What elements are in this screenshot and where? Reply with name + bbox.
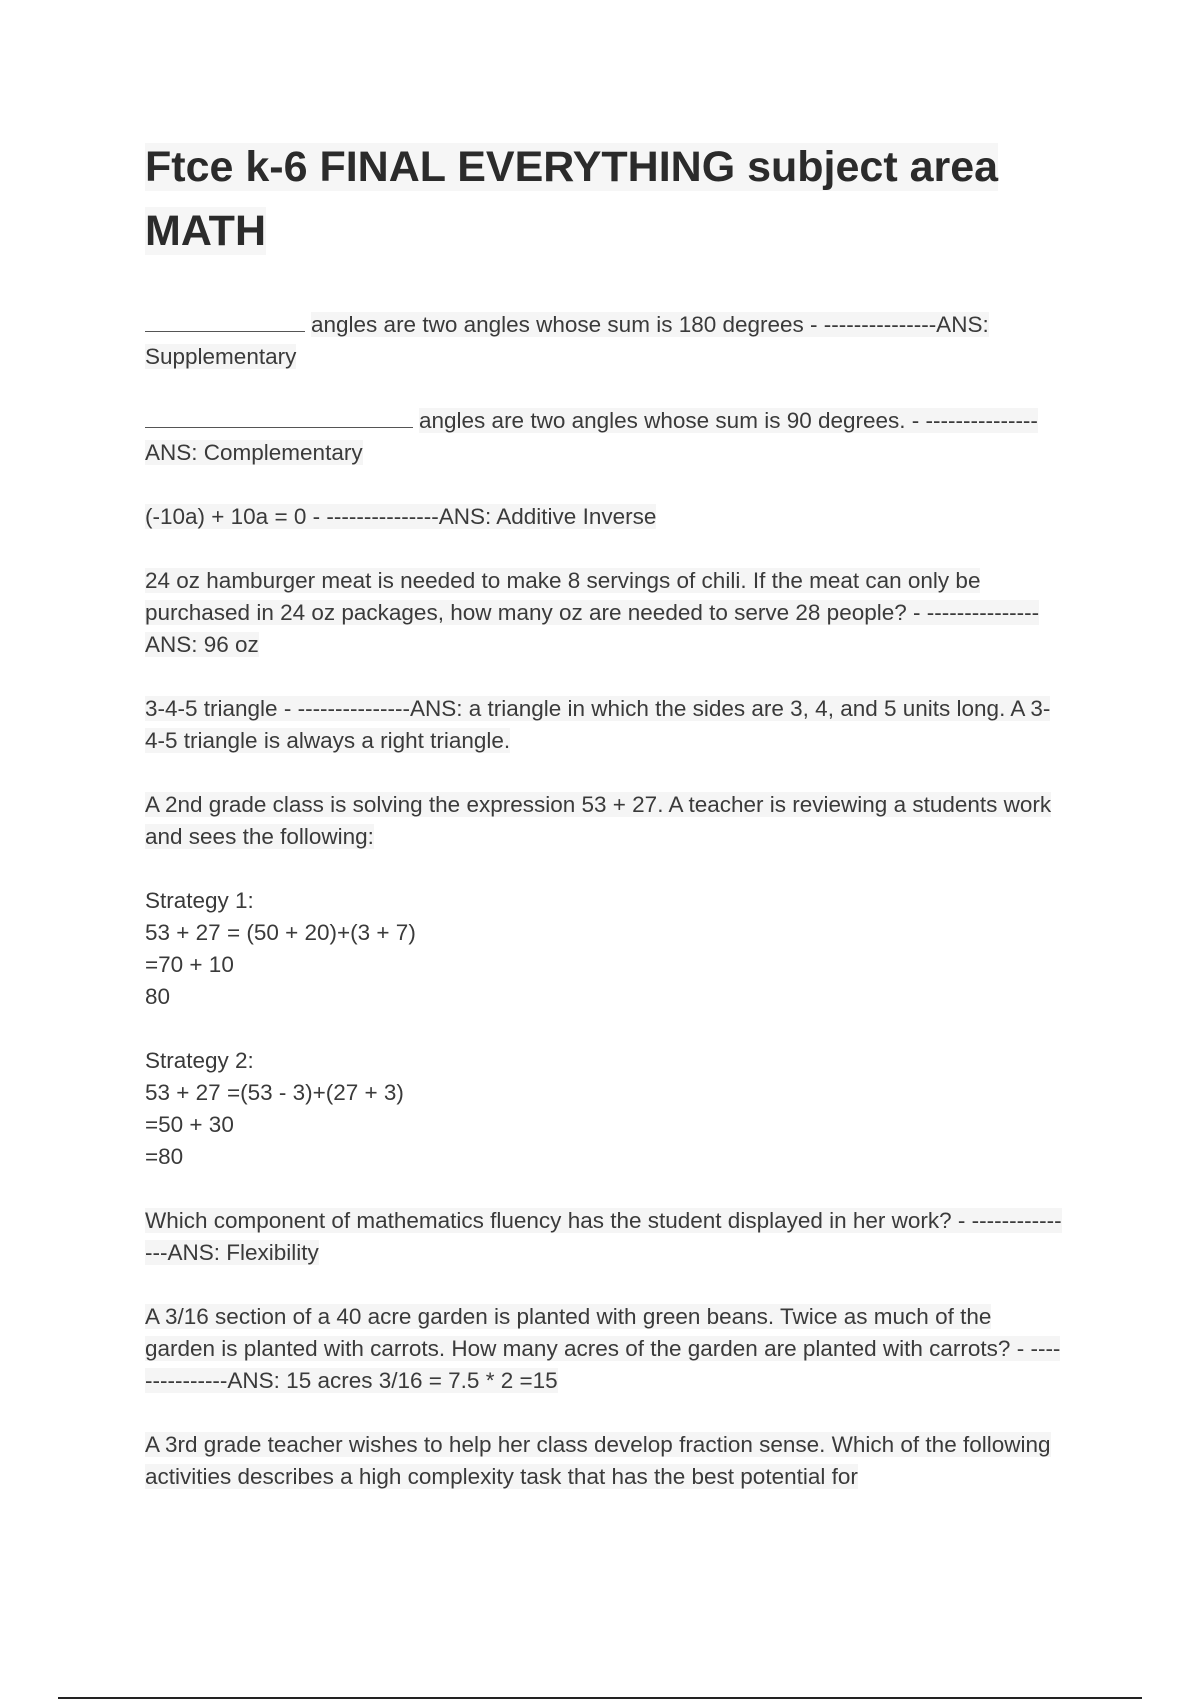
strategy-line: Strategy 2: <box>145 1048 254 1073</box>
answer-blank <box>145 311 305 332</box>
strategy-line: Strategy 1: <box>145 888 254 913</box>
question-text: 24 oz hamburger meat is needed to make 8 servings of chili. If the meat can only be purchased in 24 oz packages, how many oz are needed to serve 28 people? - <box>145 568 981 625</box>
answer-text: ---------------ANS: Additive Inverse <box>326 504 657 529</box>
strategy-1-block <box>145 885 1065 1013</box>
qa-item <box>145 501 1065 533</box>
qa-item <box>145 309 1065 373</box>
qa-item <box>145 1429 1065 1493</box>
question-text: angles are two angles whose sum is 90 degrees. - <box>419 408 926 433</box>
answer-text: ---------------ANS: a triangle in which the sides are 3, 4, and 5 units long. A 3-4-5 triangle is always a right triangle. <box>145 696 1051 753</box>
strategy-line: =80 <box>145 1144 184 1169</box>
qa-item <box>145 1205 1065 1269</box>
question-text: (-10a) + 10a = 0 - <box>145 504 327 529</box>
answer-text: ---------------ANS: Supplementary <box>145 312 989 369</box>
qa-item <box>145 405 1065 469</box>
question-text: A 3rd grade teacher wishes to help her class develop fraction sense. Which of the following activities describes a high complexity task that has the best potential for <box>145 1432 1051 1489</box>
problem-intro: A 2nd grade class is solving the expression 53 + 27. A teacher is reviewing a students work and sees the following: <box>145 792 1052 849</box>
question-text: A 3/16 section of a 40 acre garden is planted with green beans. Twice as much of the garden is planted with carrots. How many acres of the garden are planted with carrots? - <box>145 1304 1031 1361</box>
answer-text: ---------------ANS: 15 acres 3/16 = 7.5 * 2 =15 <box>145 1336 1061 1393</box>
strategy-2-block <box>145 1045 1065 1173</box>
strategy-line: =50 + 30 <box>145 1112 234 1137</box>
strategy-line: 53 + 27 = (50 + 20)+(3 + 7) <box>145 920 416 945</box>
strategy-line: 80 <box>145 984 171 1009</box>
answer-text: ---------------ANS: Flexibility <box>145 1208 1062 1265</box>
strategy-line: 53 + 27 =(53 - 3)+(27 + 3) <box>145 1080 404 1105</box>
qa-item <box>145 565 1065 661</box>
qa-item <box>145 1301 1065 1397</box>
strategy-line: =70 + 10 <box>145 952 234 977</box>
question-text: angles are two angles whose sum is 180 degrees - <box>311 312 824 337</box>
answer-blank <box>145 407 413 428</box>
answer-text: ---------------ANS: 96 oz <box>145 600 1040 657</box>
footer-divider <box>58 1697 1142 1699</box>
document-page <box>145 135 1065 1525</box>
question-text: 3-4-5 triangle - <box>145 696 298 721</box>
question-text: Which component of mathematics fluency has the student displayed in her work? - <box>145 1208 972 1233</box>
document-title: Ftce k-6 FINAL EVERYTHING subject area MATH <box>145 143 999 255</box>
answer-text: ---------------ANS: Complementary <box>145 408 1038 465</box>
qa-item <box>145 693 1065 757</box>
